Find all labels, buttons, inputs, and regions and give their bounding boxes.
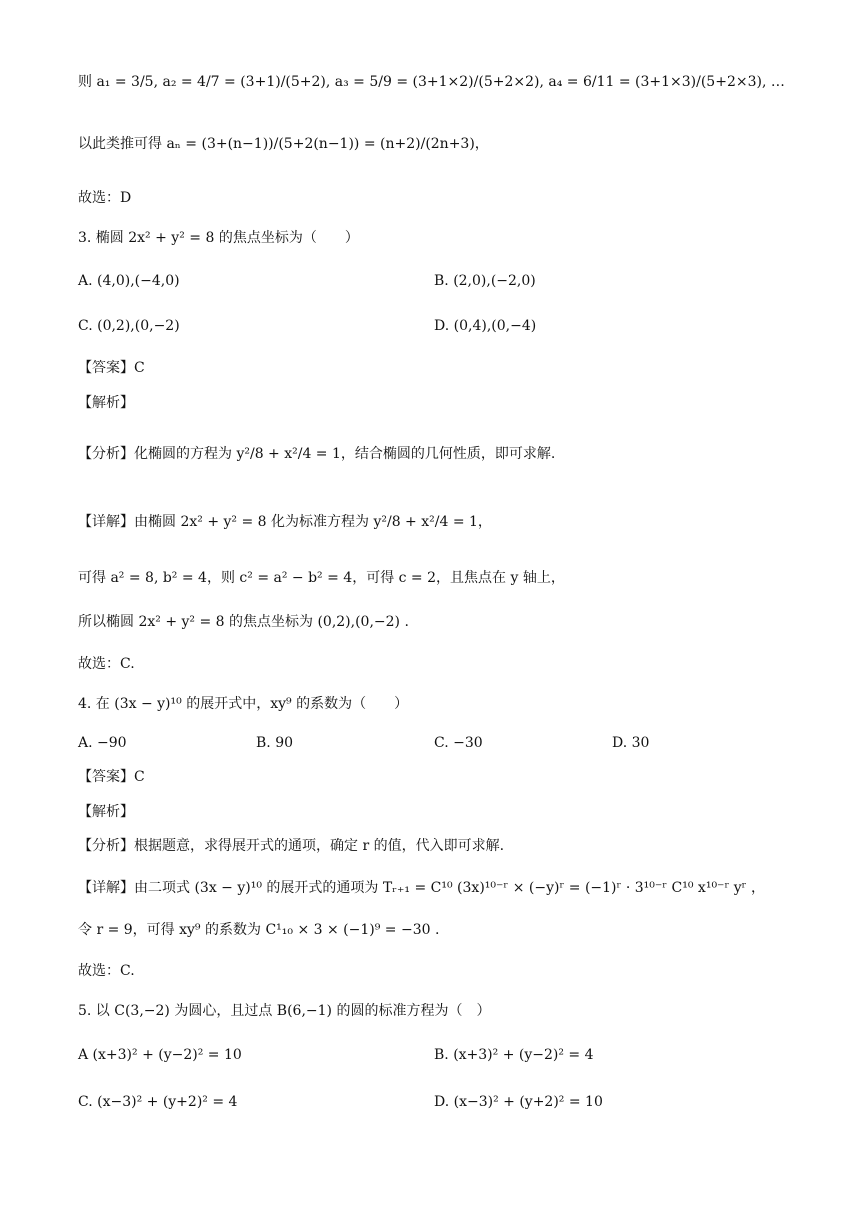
q4-option-b: B. 90 [256, 735, 294, 751]
line-a-sequence: 则 a₁ = 3/5, a₂ = 4/7 = (3+1)/(5+2), a₃ = 5/9 = (3+1×2)/(5+2×2), a₄ = 6/11 = (3+1×3)/(5+2×3), … [78, 74, 785, 90]
q5-option-b: B. (x+3)² + (y−2)² = 4 [434, 1047, 594, 1063]
q3-step-1: 可得 a² = 8, b² = 4，则 c² = a² − b² = 4，可得 c = 2，且焦点在 y 轴上， [78, 570, 565, 586]
q3-analysis-heading: 【解析】 [78, 395, 134, 411]
q5-option-a: A (x+3)² + (y−2)² = 10 [78, 1047, 242, 1063]
q3-select: 故选：C. [78, 656, 135, 672]
question-4: 4. 在 (3x − y)¹⁰ 的展开式中，xy⁹ 的系数为（ ） [78, 696, 409, 712]
q4-detail: 【详解】由二项式 (3x − y)¹⁰ 的展开式的通项为 Tᵣ₊₁ = C¹⁰ (3x)¹⁰⁻ʳ × (−y)ʳ = (−1)ʳ · 3¹⁰⁻ʳ C¹⁰ x¹⁰⁻ʳ yʳ ， [78, 880, 765, 896]
q3-analysis: 【分析】化椭圆的方程为 y²/8 + x²/4 = 1，结合椭圆的几何性质，即可求解. [78, 446, 556, 462]
q5-option-d: D. (x−3)² + (y+2)² = 10 [434, 1094, 603, 1110]
q5-option-c: C. (x−3)² + (y+2)² = 4 [78, 1094, 238, 1110]
q4-option-d: D. 30 [612, 735, 650, 751]
q3-detail: 【详解】由椭圆 2x² + y² = 8 化为标准方程为 y²/8 + x²/4 = 1， [78, 514, 492, 530]
q3-answer: 【答案】C [78, 360, 145, 376]
q4-answer: 【答案】C [78, 769, 145, 785]
line-an-formula: 以此类推可得 aₙ = (3+(n−1))/(5+2(n−1)) = (n+2)/(2n+3)， [78, 136, 489, 152]
q4-select: 故选：C. [78, 963, 135, 979]
question-3: 3. 椭圆 2x² + y² = 8 的焦点坐标为（ ） [78, 230, 359, 246]
q3-option-d: D. (0,4),(0,−4) [434, 318, 537, 334]
q3-option-b: B. (2,0),(−2,0) [434, 273, 536, 289]
q4-step-1: 令 r = 9，可得 xy⁹ 的系数为 C¹₁₀ × 3 × (−1)⁹ = −30 . [78, 922, 440, 938]
q3-step-2: 所以椭圆 2x² + y² = 8 的焦点坐标为 (0,2),(0,−2) . [78, 614, 409, 630]
q3-option-c: C. (0,2),(0,−2) [78, 318, 180, 334]
question-5: 5. 以 C(3,−2) 为圆心，且过点 B(6,−1) 的圆的标准方程为（ ） [78, 1003, 491, 1019]
q4-option-c: C. −30 [434, 735, 483, 751]
q4-analysis: 【分析】根据题意，求得展开式的通项，确定 r 的值，代入即可求解. [78, 838, 505, 854]
line-select-d: 故选：D [78, 190, 132, 206]
q3-option-a: A. (4,0),(−4,0) [78, 273, 180, 289]
q4-option-a: A. −90 [78, 735, 127, 751]
q4-analysis-heading: 【解析】 [78, 804, 134, 820]
